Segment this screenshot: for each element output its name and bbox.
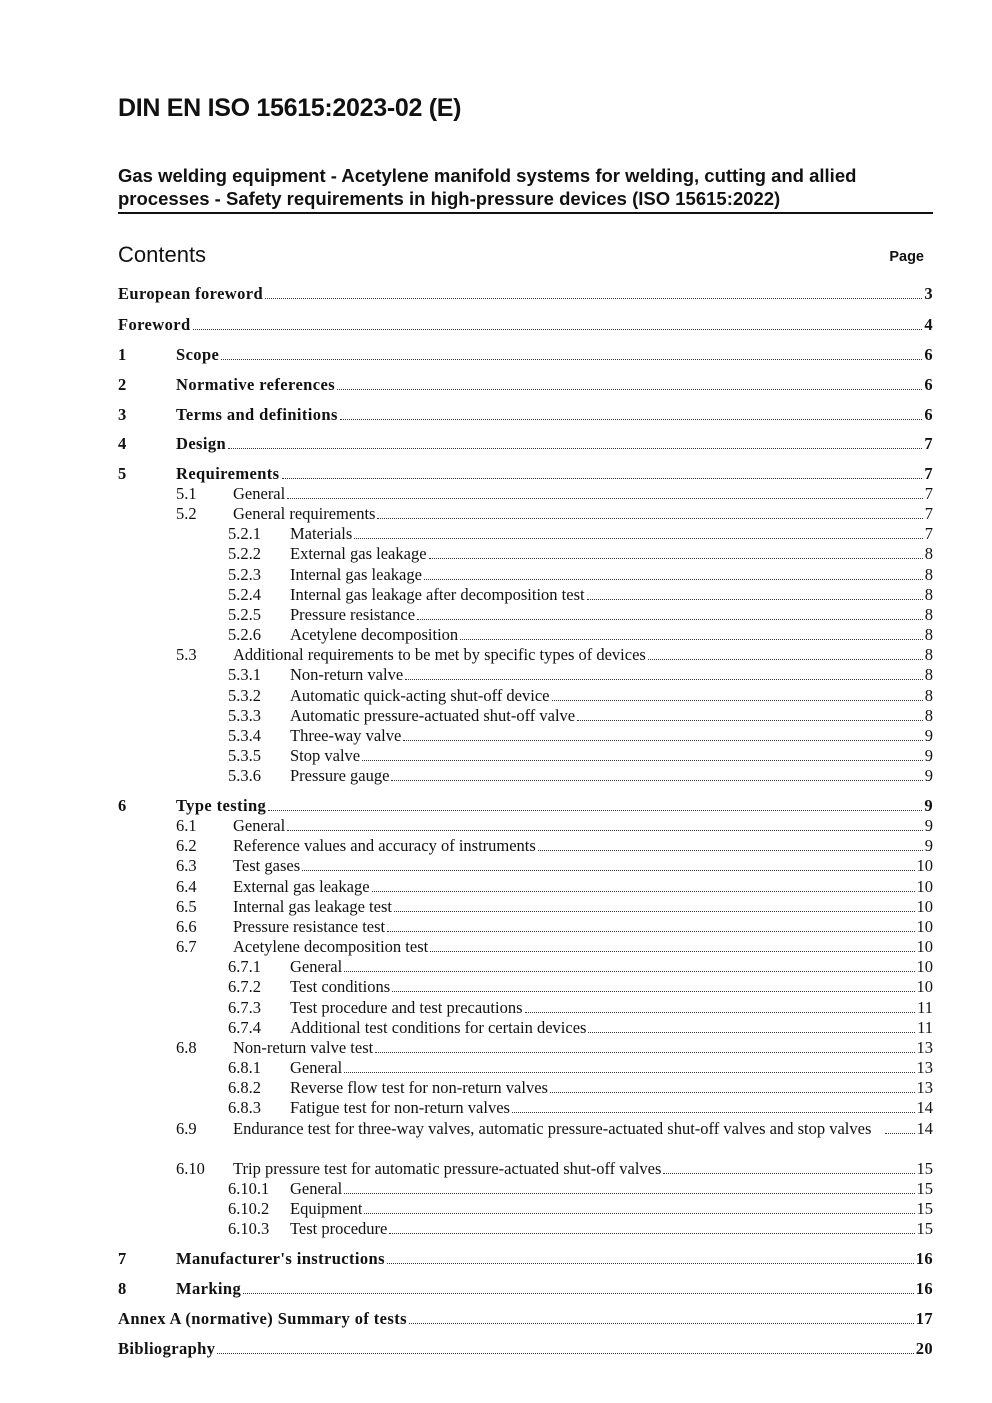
dot-leader bbox=[424, 578, 923, 580]
toc-entry-title: General bbox=[290, 1179, 343, 1198]
toc-entry-page: 8 bbox=[924, 585, 933, 604]
toc-entry-page: 7 bbox=[924, 464, 933, 483]
toc-entry-number: 6.10.2 bbox=[228, 1199, 270, 1218]
toc-entry-number: 6 bbox=[118, 796, 127, 815]
dot-leader bbox=[265, 297, 922, 299]
dot-leader bbox=[409, 1322, 914, 1324]
toc-entry-page: 9 bbox=[924, 816, 933, 835]
toc-entry-title: European foreword bbox=[118, 284, 264, 303]
toc-entry[interactable] bbox=[118, 1159, 933, 1179]
toc-entry-number: 6.7.1 bbox=[228, 957, 261, 976]
toc-entry[interactable] bbox=[118, 315, 933, 335]
dot-leader bbox=[217, 1352, 913, 1354]
toc-entry[interactable] bbox=[118, 484, 933, 504]
toc-entry-number: 5.3.3 bbox=[228, 706, 261, 725]
dot-leader bbox=[372, 890, 915, 892]
toc-entry-number: 5.2.3 bbox=[228, 565, 261, 584]
toc-entry-number: 5.2.1 bbox=[228, 524, 261, 543]
toc-entry[interactable] bbox=[118, 1179, 933, 1199]
toc-entry[interactable] bbox=[118, 1339, 933, 1359]
toc-entry[interactable] bbox=[118, 345, 933, 365]
dot-leader bbox=[429, 557, 923, 559]
page-column-label: Page bbox=[889, 249, 924, 265]
toc-entry-page: 9 bbox=[924, 796, 933, 815]
toc-entry[interactable] bbox=[118, 464, 933, 484]
toc-entry-page: 9 bbox=[924, 746, 933, 765]
dot-leader bbox=[663, 1172, 914, 1174]
toc-entry[interactable] bbox=[118, 375, 933, 395]
toc-entry-number: 3 bbox=[118, 405, 127, 424]
dot-leader bbox=[282, 477, 923, 479]
dot-leader bbox=[221, 358, 922, 360]
toc-entry-number: 5.2.2 bbox=[228, 544, 261, 563]
toc-entry-page: 10 bbox=[916, 977, 933, 996]
dot-leader bbox=[287, 497, 923, 499]
dot-leader bbox=[417, 618, 923, 620]
toc-entry-title: Fatigue test for non-return valves bbox=[290, 1098, 510, 1117]
toc-entry-page: 10 bbox=[916, 856, 933, 875]
dot-leader bbox=[228, 447, 922, 449]
dot-leader bbox=[430, 950, 914, 952]
toc-entry[interactable] bbox=[118, 836, 933, 856]
toc-entry-number: 6.2 bbox=[176, 836, 197, 855]
dot-leader bbox=[885, 1132, 915, 1134]
toc-entry-title: Requirements bbox=[176, 464, 280, 483]
toc-entry-title: Pressure resistance bbox=[290, 605, 416, 624]
toc-entry-number: 7 bbox=[118, 1249, 127, 1268]
toc-entry-title: Materials bbox=[290, 524, 353, 543]
toc-entry-number: 6.8.3 bbox=[228, 1098, 261, 1117]
toc-entry[interactable] bbox=[118, 1219, 933, 1239]
dot-leader bbox=[375, 1051, 914, 1053]
toc-entry-title: Non-return valve bbox=[290, 665, 404, 684]
toc-entry-page: 8 bbox=[924, 645, 933, 664]
toc-entry[interactable] bbox=[118, 917, 933, 937]
toc-entry[interactable] bbox=[118, 524, 933, 544]
toc-entry-number: 6.8.2 bbox=[228, 1078, 261, 1097]
dot-leader bbox=[391, 779, 922, 781]
toc-entry-page: 10 bbox=[916, 917, 933, 936]
dot-leader bbox=[525, 1011, 916, 1013]
toc-entry[interactable] bbox=[118, 434, 933, 454]
toc-entry-page: 11 bbox=[917, 998, 933, 1017]
toc-entry-page: 10 bbox=[916, 957, 933, 976]
toc-entry[interactable] bbox=[118, 645, 933, 665]
toc-entry[interactable] bbox=[118, 726, 933, 746]
toc-entry-title: General bbox=[233, 484, 286, 503]
toc-entry[interactable] bbox=[118, 998, 933, 1018]
toc-entry-page: 8 bbox=[924, 544, 933, 563]
toc-entry-page: 10 bbox=[916, 897, 933, 916]
toc-entry-page: 14 bbox=[916, 1119, 933, 1138]
toc-entry-number: 6.3 bbox=[176, 856, 197, 875]
toc-entry-number: 6.1 bbox=[176, 816, 197, 835]
toc-entry-number: 6.8.1 bbox=[228, 1058, 261, 1077]
toc-entry[interactable] bbox=[118, 1119, 933, 1139]
dot-leader bbox=[362, 759, 923, 761]
toc-entry-title: Acetylene decomposition test bbox=[233, 937, 429, 956]
toc-entry[interactable] bbox=[118, 1038, 933, 1058]
dot-leader bbox=[344, 970, 914, 972]
dot-leader bbox=[268, 809, 922, 811]
toc-entry-title: Automatic quick-acting shut-off device bbox=[290, 686, 550, 705]
dot-leader bbox=[538, 849, 923, 851]
toc-entry-page: 15 bbox=[916, 1179, 933, 1198]
dot-leader bbox=[550, 1091, 915, 1093]
dot-leader bbox=[387, 1262, 914, 1264]
toc-entry-number: 5 bbox=[118, 464, 127, 483]
toc-entry-page: 7 bbox=[924, 434, 933, 453]
toc-entry-title: Test procedure and test precautions bbox=[290, 998, 523, 1017]
toc-entry-title: Non-return valve test bbox=[233, 1038, 374, 1057]
toc-entry[interactable] bbox=[118, 706, 933, 726]
dot-leader bbox=[302, 869, 914, 871]
dot-leader bbox=[193, 328, 923, 330]
toc-entry-number: 5.2.6 bbox=[228, 625, 261, 644]
toc-entry-title: Normative references bbox=[176, 375, 336, 394]
dot-leader bbox=[460, 638, 923, 640]
dot-leader bbox=[340, 418, 923, 420]
toc-entry[interactable] bbox=[118, 585, 933, 605]
toc-entry-page: 9 bbox=[924, 836, 933, 855]
toc-entry-title: Design bbox=[176, 434, 227, 453]
toc-entry-number: 4 bbox=[118, 434, 127, 453]
toc-entry[interactable] bbox=[118, 1199, 933, 1219]
toc-entry[interactable] bbox=[118, 816, 933, 836]
dot-leader bbox=[587, 598, 923, 600]
toc-entry[interactable] bbox=[118, 977, 933, 997]
dot-leader bbox=[337, 388, 922, 390]
toc-entry-number: 5.3.2 bbox=[228, 686, 261, 705]
toc-entry[interactable] bbox=[118, 665, 933, 685]
toc-entry[interactable] bbox=[118, 897, 933, 917]
dot-leader bbox=[392, 990, 914, 992]
toc-entry-title: Test conditions bbox=[290, 977, 391, 996]
toc-entry-number: 1 bbox=[118, 345, 127, 364]
toc-entry[interactable] bbox=[118, 605, 933, 625]
document-title: DIN EN ISO 15615:2023-02 (E) bbox=[118, 94, 462, 122]
toc-entry-page: 9 bbox=[924, 766, 933, 785]
toc-entry-page: 14 bbox=[916, 1098, 933, 1117]
dot-leader bbox=[552, 699, 923, 701]
toc-entry-number: 6.8 bbox=[176, 1038, 197, 1057]
toc-entry-title: Pressure resistance test bbox=[233, 917, 386, 936]
toc-entry-title: Endurance test for three-way valves, automatic pressure-actuated shut-off valves and stop valves bbox=[233, 1119, 872, 1138]
toc-entry-title: Internal gas leakage after decomposition test bbox=[290, 585, 585, 604]
toc-entry-title: Reverse flow test for non-return valves bbox=[290, 1078, 548, 1097]
toc-entry-title: Scope bbox=[176, 345, 220, 364]
toc-entry-number: 6.10.1 bbox=[228, 1179, 270, 1198]
toc-entry[interactable] bbox=[118, 957, 933, 977]
toc-entry[interactable] bbox=[118, 544, 933, 564]
toc-entry-number: 6.9 bbox=[176, 1119, 197, 1138]
toc-entry[interactable] bbox=[118, 937, 933, 957]
toc-entry-number: 5.2.5 bbox=[228, 605, 261, 624]
toc-entry-number: 2 bbox=[118, 375, 127, 394]
toc-entry-page: 7 bbox=[924, 484, 933, 503]
toc-entry-page: 3 bbox=[924, 284, 933, 303]
toc-entry-number: 5.3 bbox=[176, 645, 197, 664]
toc-entry-title: Type testing bbox=[176, 796, 267, 815]
toc-entry-number: 5.2 bbox=[176, 504, 197, 523]
toc-entry-title: Three-way valve bbox=[290, 726, 402, 745]
toc-entry-number: 6.7.3 bbox=[228, 998, 261, 1017]
dot-leader bbox=[389, 1232, 914, 1234]
toc-entry-number: 5.3.6 bbox=[228, 766, 261, 785]
toc-entry-title: Bibliography bbox=[118, 1339, 216, 1358]
toc-entry-page: 7 bbox=[924, 504, 933, 523]
toc-entry[interactable] bbox=[118, 1058, 933, 1078]
toc-entry-page: 20 bbox=[915, 1339, 933, 1358]
toc-entry-title: General bbox=[233, 816, 286, 835]
toc-entry[interactable] bbox=[118, 686, 933, 706]
toc-entry[interactable] bbox=[118, 625, 933, 645]
toc-entry-page: 4 bbox=[924, 315, 933, 334]
dot-leader bbox=[512, 1111, 915, 1113]
dot-leader bbox=[577, 719, 923, 721]
toc-entry[interactable] bbox=[118, 1309, 933, 1329]
toc-entry-page: 16 bbox=[915, 1279, 933, 1298]
toc-entry-number: 6.7.4 bbox=[228, 1018, 261, 1037]
toc-entry[interactable] bbox=[118, 1249, 933, 1269]
toc-entry[interactable] bbox=[118, 1078, 933, 1098]
toc-entry-title: Acetylene decomposition bbox=[290, 625, 459, 644]
dot-leader bbox=[588, 1031, 915, 1033]
dot-leader bbox=[405, 678, 923, 680]
toc-entry[interactable] bbox=[118, 746, 933, 766]
dot-leader bbox=[243, 1292, 914, 1294]
toc-entry-title: Pressure gauge bbox=[290, 766, 390, 785]
dot-leader bbox=[387, 930, 914, 932]
toc-entry-title: Internal gas leakage bbox=[290, 565, 422, 584]
dot-leader bbox=[377, 517, 922, 519]
toc-entry-page: 16 bbox=[915, 1249, 933, 1268]
toc-entry-page: 13 bbox=[916, 1038, 933, 1057]
contents-heading: Contents bbox=[118, 242, 207, 267]
toc-entry-title: Additional requirements to be met by specific types of devices bbox=[233, 645, 646, 664]
toc-entry-title: Manufacturer's instructions bbox=[176, 1249, 385, 1268]
toc-entry-title: External gas leakage bbox=[233, 877, 370, 896]
toc-entry-title: Additional test conditions for certain devices bbox=[290, 1018, 587, 1037]
toc-entry-number: 5.2.4 bbox=[228, 585, 261, 604]
toc-entry-number: 6.10 bbox=[176, 1159, 205, 1178]
toc-entry-page: 13 bbox=[916, 1078, 933, 1097]
toc-entry-page: 10 bbox=[916, 877, 933, 896]
toc-entry-title: Test procedure bbox=[290, 1219, 388, 1238]
toc-entry-page: 13 bbox=[916, 1058, 933, 1077]
dot-leader bbox=[287, 829, 923, 831]
toc-entry-title: External gas leakage bbox=[290, 544, 427, 563]
toc-entry-page: 10 bbox=[916, 937, 933, 956]
toc-entry[interactable] bbox=[118, 284, 933, 304]
toc-entry-page: 15 bbox=[916, 1159, 933, 1178]
toc-entry-number: 6.7 bbox=[176, 937, 197, 956]
toc-entry-page: 8 bbox=[924, 686, 933, 705]
toc-entry[interactable] bbox=[118, 565, 933, 585]
toc-entry[interactable] bbox=[118, 405, 933, 425]
toc-entry[interactable] bbox=[118, 766, 933, 786]
toc-entry-title: General requirements bbox=[233, 504, 376, 523]
dot-leader bbox=[354, 537, 922, 539]
toc-entry-title: Marking bbox=[176, 1279, 242, 1298]
toc-entry[interactable] bbox=[118, 877, 933, 897]
toc-entry-page: 15 bbox=[916, 1219, 933, 1238]
toc-entry-number: 6.4 bbox=[176, 877, 197, 896]
toc-entry-number: 6.10.3 bbox=[228, 1219, 270, 1238]
dot-leader bbox=[344, 1071, 914, 1073]
toc-entry-title: Annex A (normative) Summary of tests bbox=[118, 1309, 407, 1328]
toc-entry-page: 6 bbox=[924, 345, 933, 364]
toc-entry-title: Stop valve bbox=[290, 746, 361, 765]
toc-entry-number: 5.1 bbox=[176, 484, 197, 503]
toc-entry-page: 6 bbox=[924, 375, 933, 394]
toc-entry-number: 6.7.2 bbox=[228, 977, 261, 996]
toc-entry[interactable] bbox=[118, 1279, 933, 1299]
toc-entry-number: 6.6 bbox=[176, 917, 197, 936]
toc-entry[interactable] bbox=[118, 796, 933, 816]
toc-entry-page: 11 bbox=[917, 1018, 933, 1037]
toc-entry-title: Equipment bbox=[290, 1199, 363, 1218]
toc-entry-title: Test gases bbox=[233, 856, 301, 875]
toc-entry-page: 17 bbox=[915, 1309, 933, 1328]
toc-entry-page: 9 bbox=[924, 726, 933, 745]
toc-entry-title: General bbox=[290, 1058, 343, 1077]
dot-leader bbox=[364, 1212, 914, 1214]
toc-entry-title: Internal gas leakage test bbox=[233, 897, 392, 916]
toc-entry-number: 8 bbox=[118, 1279, 127, 1298]
toc-entry-page: 8 bbox=[924, 706, 933, 725]
toc-entry-page: 8 bbox=[924, 625, 933, 644]
toc-entry-page: 8 bbox=[924, 605, 933, 624]
dot-leader bbox=[403, 739, 922, 741]
toc-entry[interactable] bbox=[118, 856, 933, 876]
toc-entry-page: 8 bbox=[924, 665, 933, 684]
toc-entry-page: 8 bbox=[924, 565, 933, 584]
toc-entry-title: Reference values and accuracy of instruments bbox=[233, 836, 536, 855]
toc-entry-number: 5.3.4 bbox=[228, 726, 261, 745]
dot-leader bbox=[394, 910, 915, 912]
toc-entry-title: Automatic pressure-actuated shut-off valve bbox=[290, 706, 576, 725]
dot-leader bbox=[344, 1192, 914, 1194]
toc-entry-page: 6 bbox=[924, 405, 933, 424]
toc-entry-page: 7 bbox=[924, 524, 933, 543]
toc-entry-title: General bbox=[290, 957, 343, 976]
toc-entry[interactable] bbox=[118, 1098, 933, 1118]
document-subtitle: Gas welding equipment - Acetylene manifold systems for welding, cutting and allied processes - Safety requirements in high-pressure devices (ISO 15615:2022) bbox=[118, 164, 933, 214]
toc-entry-title: Trip pressure test for automatic pressure-actuated shut-off valves bbox=[233, 1159, 662, 1178]
toc-entry-number: 5.3.5 bbox=[228, 746, 261, 765]
toc-entry-title: Terms and definitions bbox=[176, 405, 338, 424]
dot-leader bbox=[648, 658, 923, 660]
toc-entry-number: 5.3.1 bbox=[228, 665, 261, 684]
toc-entry[interactable] bbox=[118, 1018, 933, 1038]
toc-entry-number: 6.5 bbox=[176, 897, 197, 916]
toc-entry-page: 15 bbox=[916, 1199, 933, 1218]
toc-entry[interactable] bbox=[118, 504, 933, 524]
toc-entry-title: Foreword bbox=[118, 315, 191, 334]
